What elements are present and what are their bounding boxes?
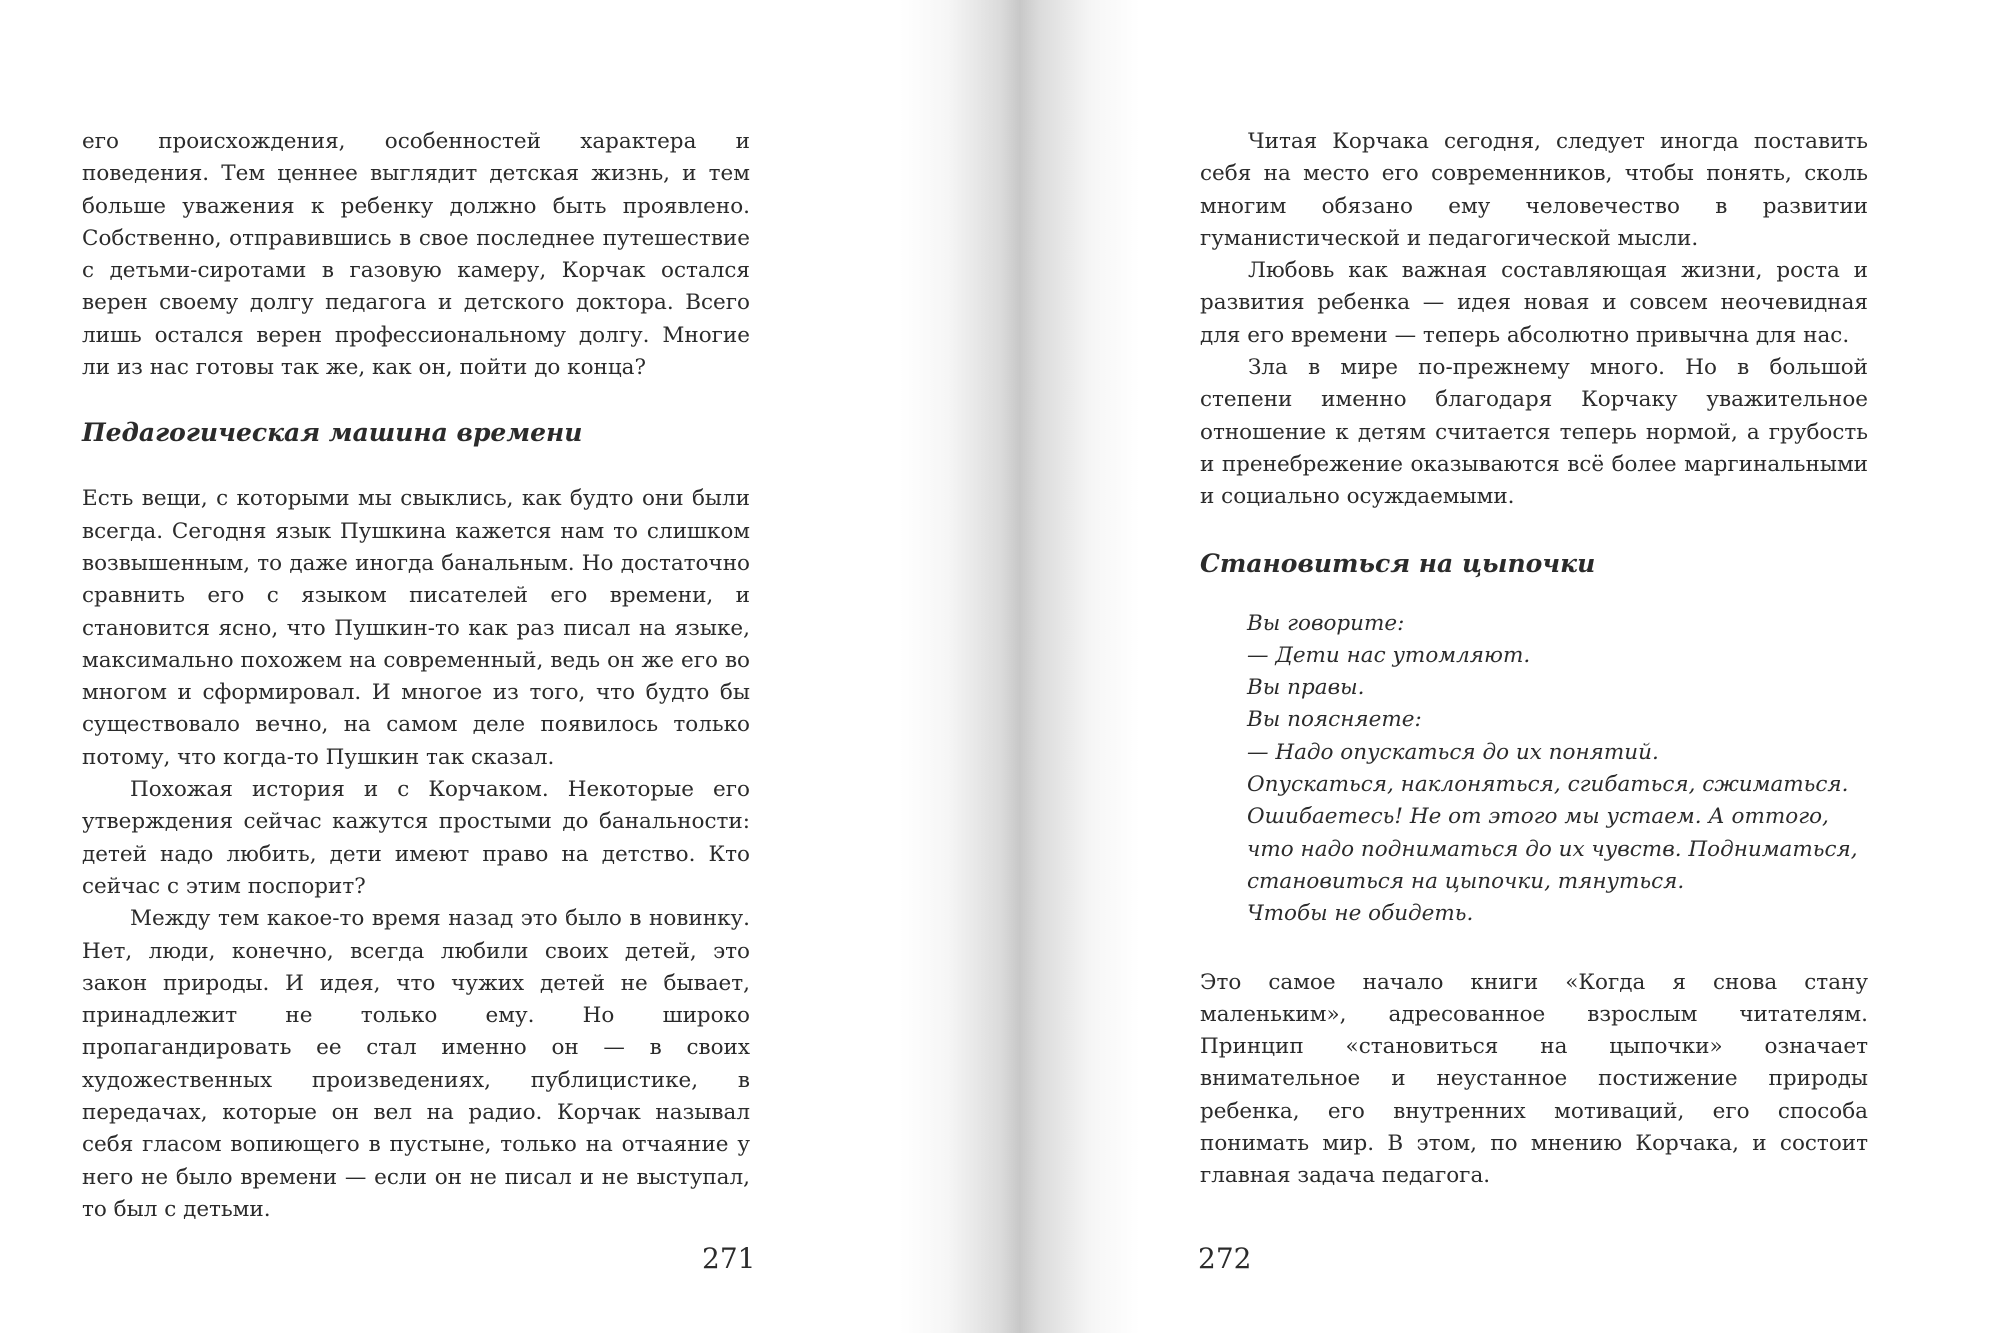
left-paragraph-2: Есть вещи, с которыми мы свыклись, как будто они были всегда. Сегодня язык Пушкина кажется нам то слишком возвышенным, то даже иногда банальным. Но достаточно сравнить его с языком писателей его времени, и становится ясно, что Пушкин-то как раз писал на языке, максимально похожем на современный, ведь он же его во многом и сформировал. И многое из того, что будто бы существовало вечно, на самом деле появилось только потому, что когда-то Пушкин так сказал. bbox=[82, 486, 750, 770]
left-page bbox=[82, 126, 750, 1226]
left-paragraph-4: Между тем какое-то время назад это было в новинку. Нет, люди, конечно, всегда любили своих детей, это закон природы. И идея, что чужих детей не бывает, принадлежит не только ему. Но широко пропагандировать ее стал именно он — в своих художественных произведениях, публицистике, в передачах, которые он вел на радио. Корчак называл себя гласом вопиющего в пустыне, только на отчаяние у него не было времени — если он не писал и не выступал, то был с детьми. bbox=[82, 906, 750, 1222]
left-paragraph-3: Похожая история и с Корчаком. Некоторые его утверждения сейчас кажутся простыми до банальности: детей надо любить, дети имеют право на детство. Кто сейчас с этим поспорит? bbox=[82, 777, 750, 899]
right-paragraph-4: Это самое начало книги «Когда я снова стану маленьким», адресованное взрослым читателям. Принцип «становиться на цыпочки» означает внимательное и неустанное постижение природы ребенка, его внутренних мотиваций, его способа понимать мир. В этом, по мнению Корчака, и состоит главная задача педагога. bbox=[1200, 969, 1868, 1189]
quote-line-7: Ошибаетесь! Не от этого мы устаем. А оттого, что надо подниматься до их чувств. Подниматься, становиться на цыпочки, тянуться. bbox=[1247, 804, 1858, 894]
right-paragraph-1: Читая Корчака сегодня, следует иногда поставить себя на место его современников, чтобы понять, сколь многим обязано ему человечество в развитии гуманистической и педагогической мысли. bbox=[1200, 129, 1868, 251]
right-paragraph-3: Зла в мире по-прежнему много. Но в большой степени именно благодаря Корчаку уважительное отношение к детям считается теперь нормой, а грубость и пренебрежение оказываются всё более маргинальными и социально осуждаемыми. bbox=[1200, 355, 1868, 510]
epigraph-quote bbox=[1247, 608, 1868, 931]
right-paragraph-2: Любовь как важная составляющая жизни, роста и развития ребенка — идея новая и совсем неочевидная для его времени — теперь абсолютно привычна для нас. bbox=[1200, 258, 1868, 348]
right-page bbox=[1200, 126, 1868, 1193]
left-section-heading: Педагогическая машина времени bbox=[82, 418, 583, 448]
quote-line-4: Вы поясняете: bbox=[1247, 707, 1422, 733]
right-section-heading: Становиться на цыпочки bbox=[1200, 548, 1596, 578]
quote-line-3: Вы правы. bbox=[1247, 675, 1365, 701]
quote-line-1: Вы говорите: bbox=[1247, 610, 1405, 636]
book-gutter-shadow bbox=[900, 0, 1140, 1333]
right-page-number: 272 bbox=[1198, 1242, 1252, 1275]
left-paragraph-1: его происхождения, особенностей характера и поведения. Тем ценнее выглядит детская жизнь, и тем больше уважения к ребенку должно быть проявлено. Собственно, отправившись в свое последнее путешествие с детьми-сиротами в газовую камеру, Корчак остался верен своему долгу педагога и детского доктора. Всего лишь остался верен профессиональному долгу. Многие ли из нас готовы так же, как он, пойти до конца? bbox=[82, 129, 750, 381]
left-page-number: 271 bbox=[702, 1242, 756, 1275]
quote-line-2: — Дети нас утомляют. bbox=[1247, 642, 1531, 668]
quote-line-6: Опускаться, наклоняться, сгибаться, сжиматься. bbox=[1247, 772, 1849, 798]
quote-line-5: — Надо опускаться до их понятий. bbox=[1247, 739, 1659, 765]
quote-line-8: Чтобы не обидеть. bbox=[1247, 901, 1474, 927]
